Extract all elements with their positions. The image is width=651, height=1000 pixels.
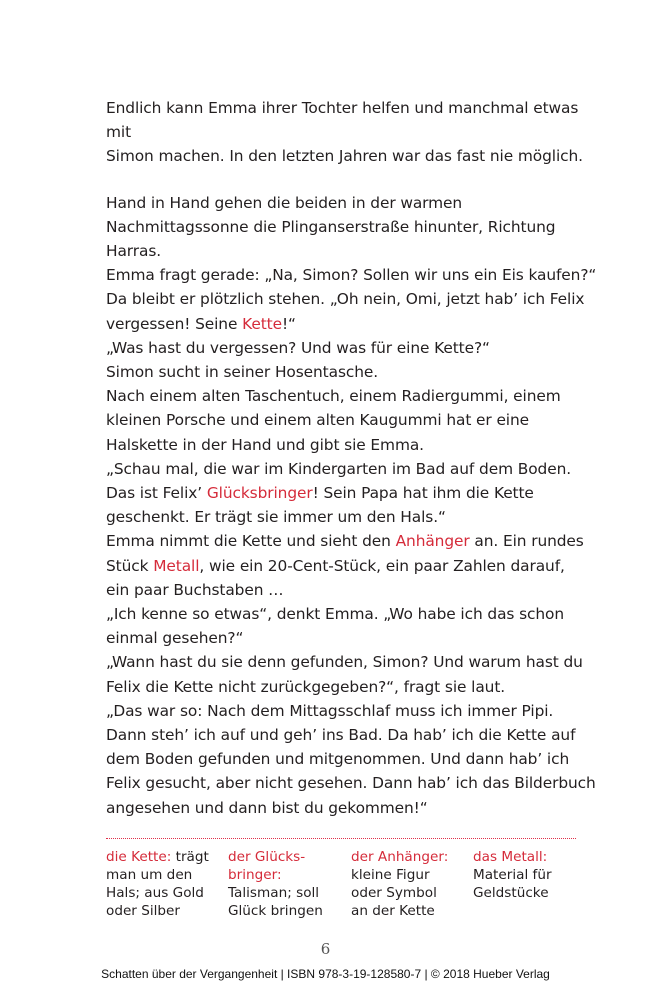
text-line: „Das war so: Nach dem Mittagsschlaf muss ich immer Pipi. — [106, 701, 554, 720]
text-line: Stück Metall, wie ein 20-Cent-Stück, ein paar Zahlen darauf, — [106, 556, 565, 575]
glossary-definition: Glück bringen — [228, 903, 323, 919]
glossary-definition: trägt — [171, 849, 209, 865]
glossary-definition: Talisman; soll — [228, 885, 320, 901]
text-line: „Ich kenne so etwas“, denkt Emma. „Wo habe ich das schon — [106, 605, 565, 624]
text-line: „Wann hast du sie denn gefunden, Simon? Und warum hast du — [106, 653, 583, 672]
glossary-definition: kleine Figur — [351, 867, 430, 883]
text-line: Nachmittagssonne die Plinganserstraße hinunter, Richtung — [106, 217, 556, 236]
glossary-divider — [106, 838, 576, 839]
text-line: Das ist Felix’ Glücksbringer! Sein Papa hat ihm die Kette — [106, 484, 534, 503]
glossary-term: der Glücks- — [228, 849, 306, 865]
glossary-entry-kette — [106, 848, 209, 920]
text-line: Felix gesucht, aber nicht gesehen. Dann hab’ ich das Bilderbuch — [106, 774, 596, 793]
text-line: geschenkt. Er trägt sie immer um den Hals.“ — [106, 508, 446, 527]
glossary-word-gluecksbringer: Glücksbringer — [206, 484, 313, 503]
text-line: Da bleibt er plötzlich stehen. „Oh nein, Omi, jetzt hab’ ich Felix — [106, 290, 585, 309]
text-line: Simon sucht in seiner Hosentasche. — [106, 363, 379, 382]
text-line: kleinen Porsche und einem alten Kaugummi hat er eine — [106, 411, 530, 430]
glossary-word-anhaenger: Anhänger — [395, 532, 470, 551]
paragraph-1 — [106, 96, 606, 169]
paragraph-2 — [106, 191, 606, 820]
glossary-definition: an der Kette — [351, 903, 435, 919]
text-line: vergessen! Seine Kette!“ — [106, 314, 296, 333]
text-line: Felix die Kette nicht zurückgegeben?“, fragt sie laut. — [106, 677, 506, 696]
glossary-entry-anhaenger — [351, 848, 448, 920]
page-number: 6 — [320, 940, 331, 958]
glossary-entry-gluecksbringer — [228, 848, 323, 920]
glossary-term: bringer: — [228, 867, 282, 883]
text-line: Nach einem alten Taschentuch, einem Radiergummi, einem — [106, 387, 561, 406]
text-line: „Was hast du vergessen? Und was für eine Kette?“ — [106, 338, 490, 357]
glossary-definition: oder Symbol — [351, 885, 437, 901]
text-line: Simon machen. In den letzten Jahren war das fast nie möglich. — [106, 147, 583, 166]
glossary-definition: Geldstücke — [473, 885, 549, 901]
text-line: einmal gesehen?“ — [106, 629, 244, 648]
text-line: ein paar Buchstaben … — [106, 580, 284, 599]
glossary-word-kette: Kette — [242, 314, 282, 333]
text-line: dem Boden gefunden und mitgenommen. Und dann hab’ ich — [106, 750, 570, 769]
page-footer: Schatten über der Vergangenheit | ISBN 978-3-19-128580-7 | © 2018 Hueber Verlag — [101, 967, 550, 981]
text-line: Halskette in der Hand und gibt sie Emma. — [106, 435, 424, 454]
text-line: Dann steh’ ich auf und geh’ ins Bad. Da hab’ ich die Kette auf — [106, 726, 576, 745]
glossary-definition: Material für — [473, 867, 552, 883]
text-line: angesehen und dann bist du gekommen!“ — [106, 798, 428, 817]
text-line: Harras. — [106, 242, 162, 261]
glossary-definition: man um den — [106, 867, 193, 883]
story-text — [106, 96, 606, 820]
text-line: Endlich kann Emma ihrer Tochter helfen und manchmal etwas mit — [106, 99, 579, 142]
glossary-term: das Metall: — [473, 849, 548, 865]
glossary-term: die Kette: — [106, 849, 172, 865]
glossary-entry-metall — [473, 848, 552, 902]
glossary-term: der Anhänger: — [351, 849, 449, 865]
text-line: Emma fragt gerade: „Na, Simon? Sollen wir uns ein Eis kaufen?“ — [106, 266, 597, 285]
text-line: Emma nimmt die Kette und sieht den Anhänger an. Ein rundes — [106, 532, 584, 551]
glossary-word-metall: Metall — [153, 556, 200, 575]
text-line: „Schau mal, die war im Kindergarten im Bad auf dem Boden. — [106, 459, 572, 478]
text-line: Hand in Hand gehen die beiden in der warmen — [106, 193, 463, 212]
glossary-definition: oder Silber — [106, 903, 180, 919]
glossary-definition: Hals; aus Gold — [106, 885, 204, 901]
